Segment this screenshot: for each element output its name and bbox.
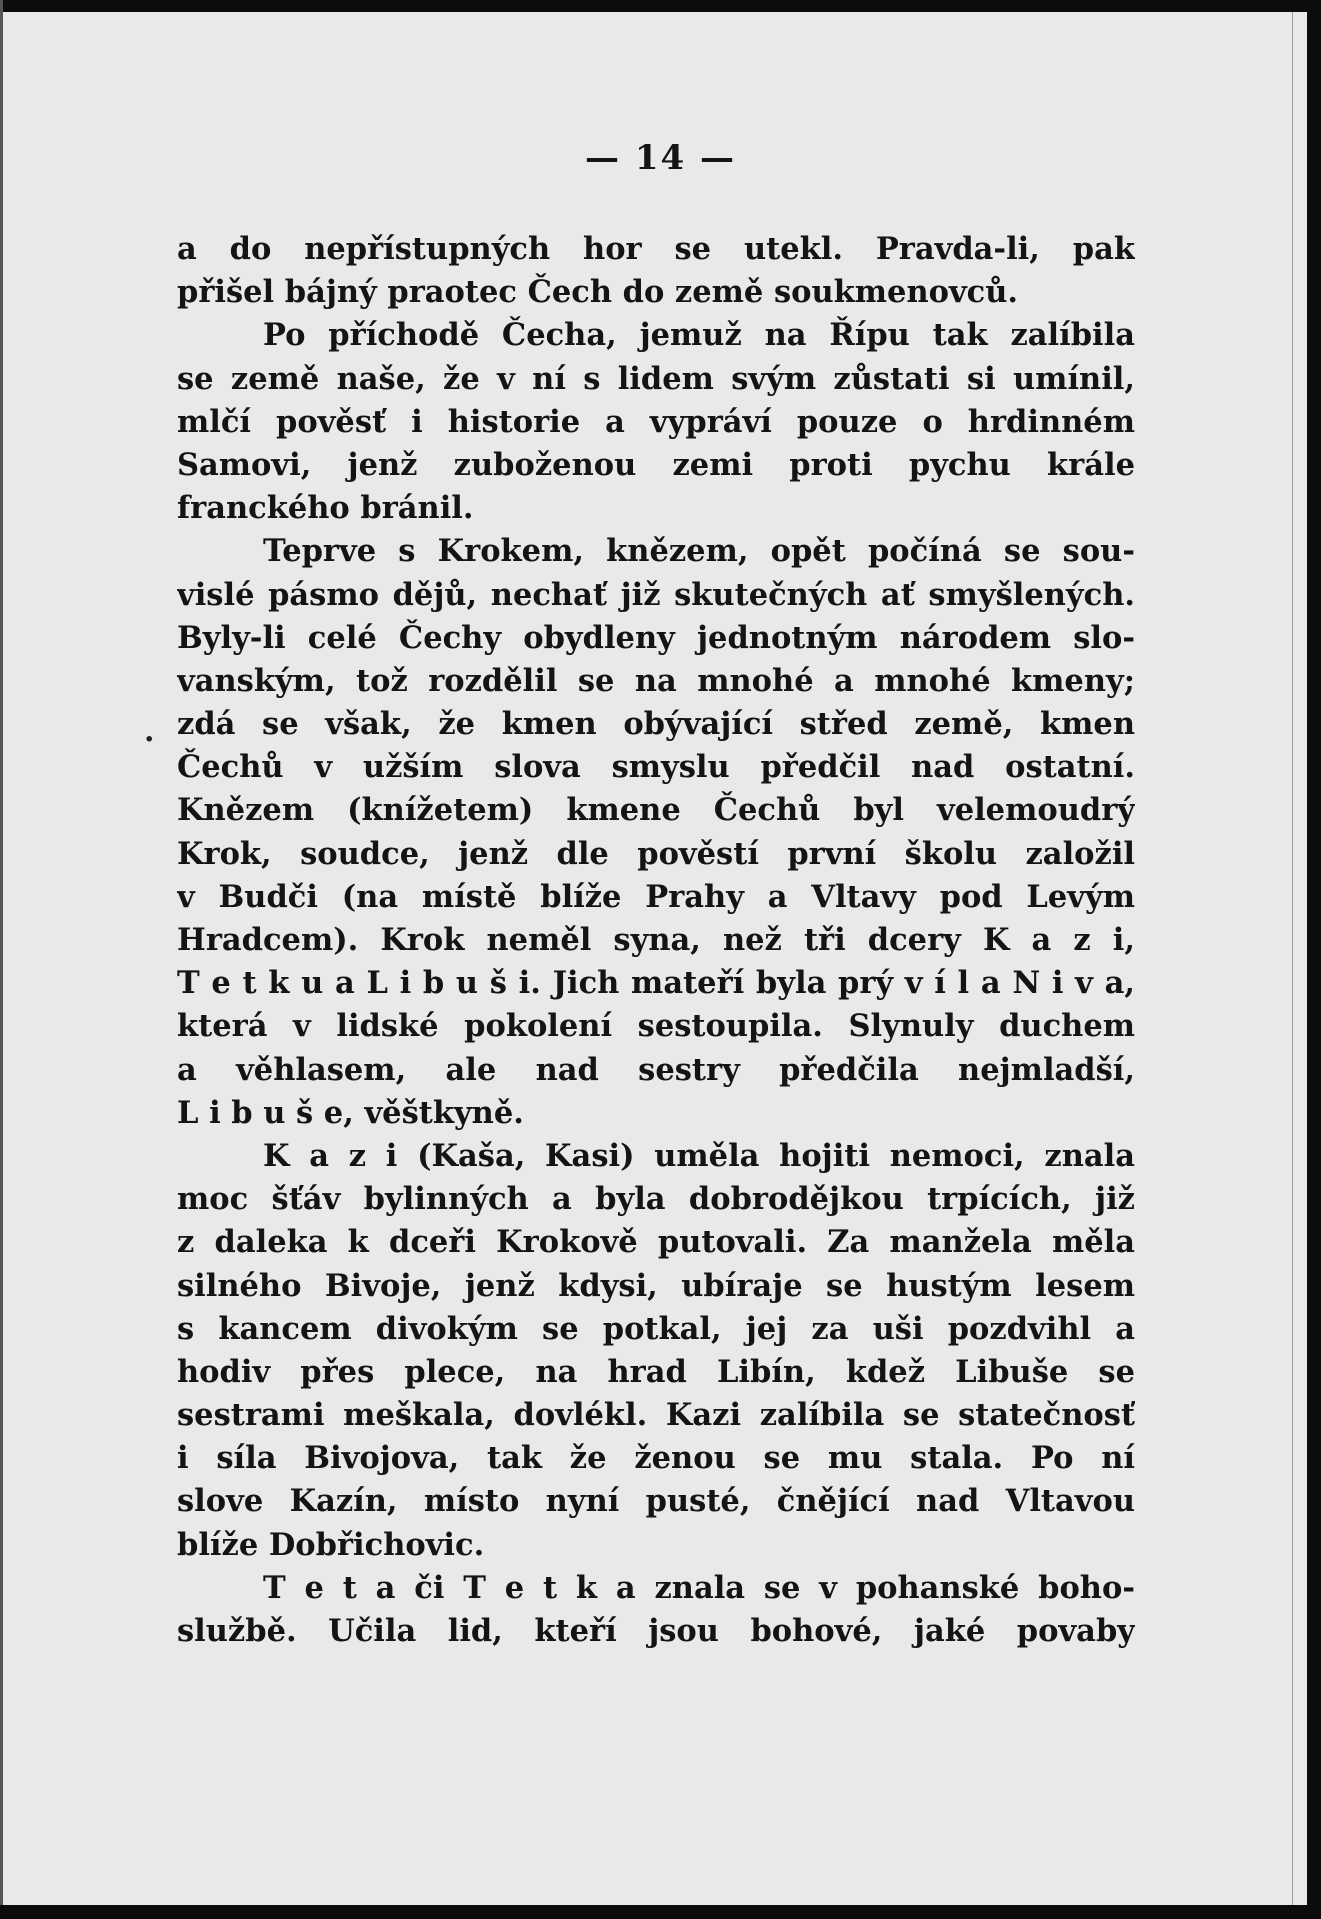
text-line: Po příchodě Čecha, jemuž na Řípu tak zalíbila xyxy=(263,317,1135,354)
text-line: Knězem (knížetem) kmene Čechů byl velemoudrý xyxy=(177,792,1135,829)
text-line: se země naše, že v ní s lidem svým zůstati si umínil, xyxy=(177,360,1135,397)
text-line: Hradcem). Krok neměl syna, než tři dcery K a z i, xyxy=(177,922,1135,958)
text-line: z daleka k dceři Krokově putovali. Za manžela měla xyxy=(177,1224,1135,1261)
scan-border-top xyxy=(0,0,1321,12)
text-line: T e t k u a L i b u š i. Jich mateří byla prý v í l a N i v a, xyxy=(177,965,1135,1002)
text-line: silného Bivoje, jenž kdysi, ubíraje se hustým lesem xyxy=(177,1267,1135,1304)
page-edge-line xyxy=(1292,12,1293,1905)
text-line: blíže Dobřichovic. xyxy=(177,1526,485,1563)
text-line: Teprve s Krokem, knězem, opět počíná se sou- xyxy=(263,533,1135,570)
text-line: která v lidské pokolení sestoupila. Slynuly duchem xyxy=(177,1008,1135,1045)
text-line: franckého bránil. xyxy=(177,490,474,527)
text-line: zdá se však, že kmen obývající střed země, kmen xyxy=(177,706,1135,743)
page-number: — 14 — xyxy=(585,138,736,178)
text-line: a věhlasem, ale nad sestry předčila nejmladší, xyxy=(177,1051,1135,1088)
text-line: Čechů v užším slova smyslu předčil nad ostatní. xyxy=(177,749,1135,786)
scan-border-left xyxy=(0,0,3,1919)
text-line: i síla Bivojova, tak že ženou se mu stala. Po ní xyxy=(177,1440,1135,1477)
text-line: L i b u š e, věštkyně. xyxy=(177,1094,524,1131)
text-line: sestrami meškala, dovlékl. Kazi zalíbila se statečnosť xyxy=(177,1397,1135,1434)
scan-border-right xyxy=(1307,0,1321,1919)
text-line: vislé pásmo dějů, nechať již skutečných ať smyšlených. xyxy=(177,576,1135,613)
text-line: Krok, soudce, jenž dle pověstí první školu založil xyxy=(177,835,1135,872)
text-line: K a z i (Kaša, Kasi) uměla hojiti nemoci, znala xyxy=(263,1137,1135,1174)
scan-border-bottom xyxy=(0,1905,1321,1919)
text-line: moc šťáv bylinných a byla dobrodějkou trpících, již xyxy=(177,1181,1135,1218)
text-line: službě. Učila lid, kteří jsou bohové, jaké povaby xyxy=(177,1613,1135,1649)
text-line: vanským, tož rozdělil se na mnohé a mnohé kmeny; xyxy=(177,662,1135,699)
text-line: T e t a či T e t k a znala se v pohanské boho- xyxy=(263,1569,1135,1606)
text-line: mlčí pověsť i historie a vypráví pouze o hrdinném xyxy=(177,403,1135,440)
text-line: Byly-li celé Čechy obydleny jednotným národem slo- xyxy=(177,619,1135,656)
text-line: Samovi, jenž zuboženou zemi proti pychu krále xyxy=(177,446,1135,483)
body-text xyxy=(177,228,1135,1653)
margin-dot-mark: · xyxy=(144,722,155,757)
text-line: hodiv přes plece, na hrad Libín, kdež Libuše se xyxy=(177,1353,1135,1390)
text-line: a do nepřístupných hor se utekl. Pravda-li, pak xyxy=(177,231,1135,267)
text-line: s kancem divokým se potkal, jej za uši pozdvihl a xyxy=(177,1310,1135,1347)
text-line: slove Kazín, místo nyní pusté, čnějící nad Vltavou xyxy=(177,1483,1135,1520)
text-line: přišel bájný praotec Čech do země soukmenovců. xyxy=(177,274,1019,311)
text-line: v Budči (na místě blíže Prahy a Vltavy pod Levým xyxy=(177,878,1135,915)
